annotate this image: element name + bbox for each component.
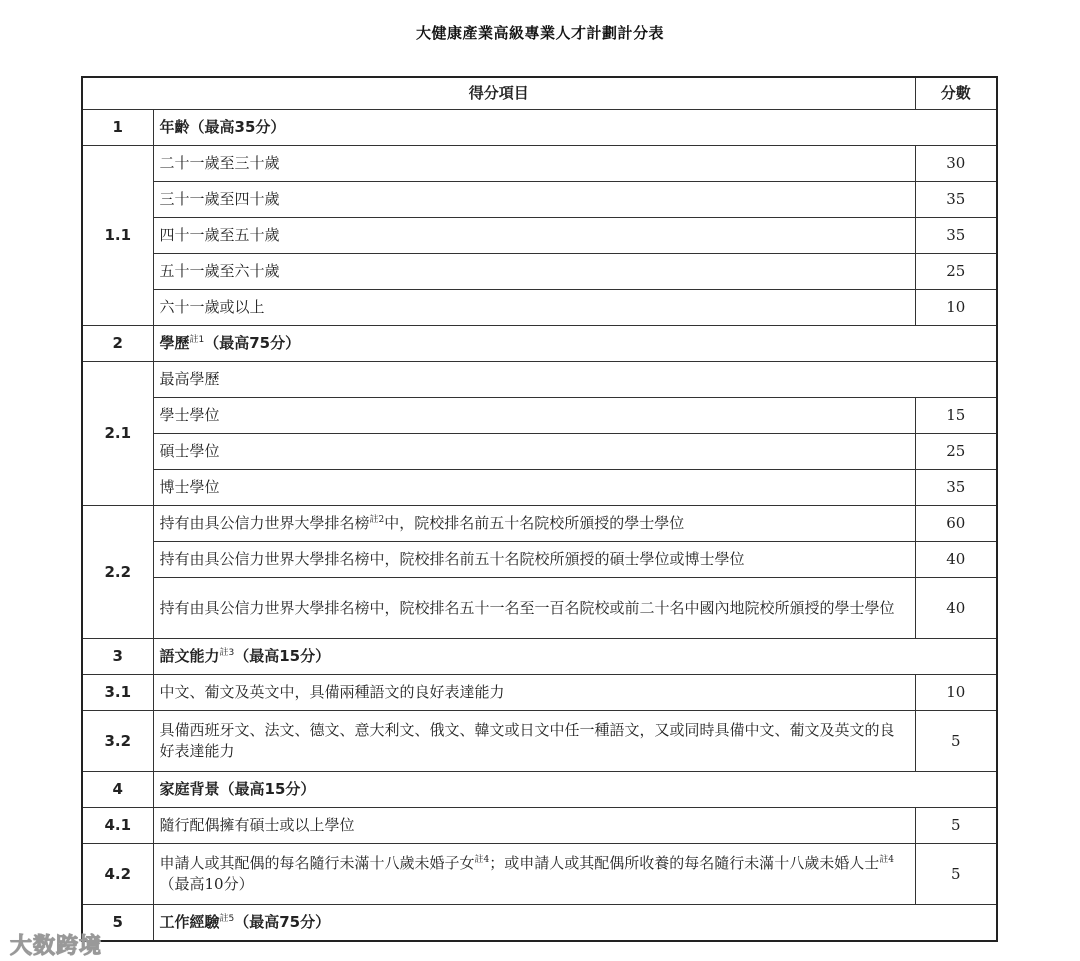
item-text-b: 中，院校排名前五十名院校所頒授的學士學位 bbox=[384, 514, 685, 532]
section-label bbox=[153, 326, 997, 362]
section-label: 家庭背景（最高15分） bbox=[153, 772, 997, 808]
item-text: 具備西班牙文、法文、德文、意大利文、俄文、韓文或日文中任一種語文，又或同時具備中文、葡文及英文的良好表達能力 bbox=[153, 711, 915, 772]
table-row bbox=[82, 506, 997, 542]
table-row bbox=[82, 398, 997, 434]
item-score: 40 bbox=[915, 542, 997, 578]
item-text: 中文、葡文及英文中，具備兩種語文的良好表達能力 bbox=[153, 675, 915, 711]
table-row bbox=[82, 808, 997, 844]
footnote-ref: 註2 bbox=[369, 515, 385, 525]
item-text bbox=[153, 506, 915, 542]
section-label-range: （最高75分） bbox=[234, 912, 331, 931]
item-text-a: 持有由具公信力世界大學排名榜 bbox=[159, 514, 370, 532]
item-text: 博士學位 bbox=[153, 470, 915, 506]
item-text: 持有由具公信力世界大學排名榜中，院校排名前五十名院校所頒授的碩士學位或博士學位 bbox=[153, 542, 915, 578]
item-score: 35 bbox=[915, 470, 997, 506]
item-number: 4.2 bbox=[82, 844, 153, 905]
item-score: 60 bbox=[915, 506, 997, 542]
table-row bbox=[82, 542, 997, 578]
section-row bbox=[82, 110, 997, 146]
section-label-text: 工作經驗 bbox=[159, 912, 220, 931]
item-text: 四十一歲至五十歲 bbox=[153, 218, 915, 254]
table-header-row bbox=[82, 77, 997, 110]
table-row bbox=[82, 675, 997, 711]
section-label: 年齡（最高35分） bbox=[153, 110, 997, 146]
section-row bbox=[82, 326, 997, 362]
item-text: 學士學位 bbox=[153, 398, 915, 434]
item-score: 5 bbox=[915, 844, 997, 905]
section-row bbox=[82, 905, 997, 941]
table-row bbox=[82, 434, 997, 470]
item-score: 5 bbox=[915, 808, 997, 844]
item-score: 10 bbox=[915, 675, 997, 711]
section-label-range: （最高15分） bbox=[234, 647, 331, 665]
footnote-ref: 註4 bbox=[474, 855, 490, 865]
table-row bbox=[82, 290, 997, 326]
item-text: 五十一歲至六十歲 bbox=[153, 254, 915, 290]
item-text: 三十一歲至四十歲 bbox=[153, 182, 915, 218]
table-row bbox=[82, 844, 997, 905]
item-text bbox=[153, 844, 915, 905]
item-number: 5 bbox=[82, 905, 153, 941]
section-label bbox=[153, 639, 997, 675]
item-score: 30 bbox=[915, 146, 997, 182]
section-label-range: （最高75分） bbox=[204, 334, 301, 352]
table-row bbox=[82, 254, 997, 290]
item-score: 25 bbox=[915, 434, 997, 470]
item-number: 4 bbox=[82, 772, 153, 808]
header-item: 得分項目 bbox=[82, 77, 915, 110]
item-number: 2.1 bbox=[82, 362, 153, 506]
item-text: 隨行配偶擁有碩士或以上學位 bbox=[153, 808, 915, 844]
watermark: 大数跨境 bbox=[10, 934, 103, 959]
item-score: 35 bbox=[915, 218, 997, 254]
item-number: 3 bbox=[82, 639, 153, 675]
page-title: 大健康產業高級專業人才計劃計分表 bbox=[415, 24, 664, 42]
item-number: 3.2 bbox=[82, 711, 153, 772]
item-score: 15 bbox=[915, 398, 997, 434]
item-text: 六十一歲或以上 bbox=[153, 290, 915, 326]
item-text-a: 申請人或其配偶的每名隨行未滿十八歲未婚子女 bbox=[159, 854, 475, 872]
item-score: 5 bbox=[915, 711, 997, 772]
table-row bbox=[82, 578, 997, 639]
item-number: 1.1 bbox=[82, 146, 153, 326]
section-row bbox=[82, 639, 997, 675]
section-label bbox=[153, 905, 997, 941]
item-number: 4.1 bbox=[82, 808, 153, 844]
item-number: 2.2 bbox=[82, 506, 153, 639]
footnote-ref: 註5 bbox=[219, 913, 235, 924]
footnote-ref: 註3 bbox=[219, 648, 235, 658]
item-text: 持有由具公信力世界大學排名榜中，院校排名五十一名至一百名院校或前二十名中國內地院校所頒授的學士學位 bbox=[153, 578, 915, 639]
item-score: 25 bbox=[915, 254, 997, 290]
item-score: 35 bbox=[915, 182, 997, 218]
table-row bbox=[82, 182, 997, 218]
section-label-text: 學歷 bbox=[159, 334, 190, 352]
item-score: 10 bbox=[915, 290, 997, 326]
item-text-c: （最高10分） bbox=[159, 875, 254, 893]
footnote-ref: 註1 bbox=[189, 335, 205, 345]
item-number: 2 bbox=[82, 326, 153, 362]
table-row bbox=[82, 218, 997, 254]
score-table bbox=[81, 76, 998, 942]
item-number: 1 bbox=[82, 110, 153, 146]
subheading: 最高學歷 bbox=[153, 362, 997, 398]
section-row bbox=[82, 772, 997, 808]
table-row bbox=[82, 146, 997, 182]
item-text: 二十一歲至三十歲 bbox=[153, 146, 915, 182]
table-row bbox=[82, 362, 997, 398]
item-score: 40 bbox=[915, 578, 997, 639]
item-number: 3.1 bbox=[82, 675, 153, 711]
table-row bbox=[82, 711, 997, 772]
section-label-text: 語文能力 bbox=[159, 647, 220, 665]
header-score: 分數 bbox=[915, 77, 997, 110]
item-text-b: ；或申請人或其配偶所收養的每名隨行未滿十八歲未婚人士 bbox=[489, 854, 880, 872]
footnote-ref: 註4 bbox=[879, 855, 894, 865]
item-text: 碩士學位 bbox=[153, 434, 915, 470]
table-row bbox=[82, 470, 997, 506]
